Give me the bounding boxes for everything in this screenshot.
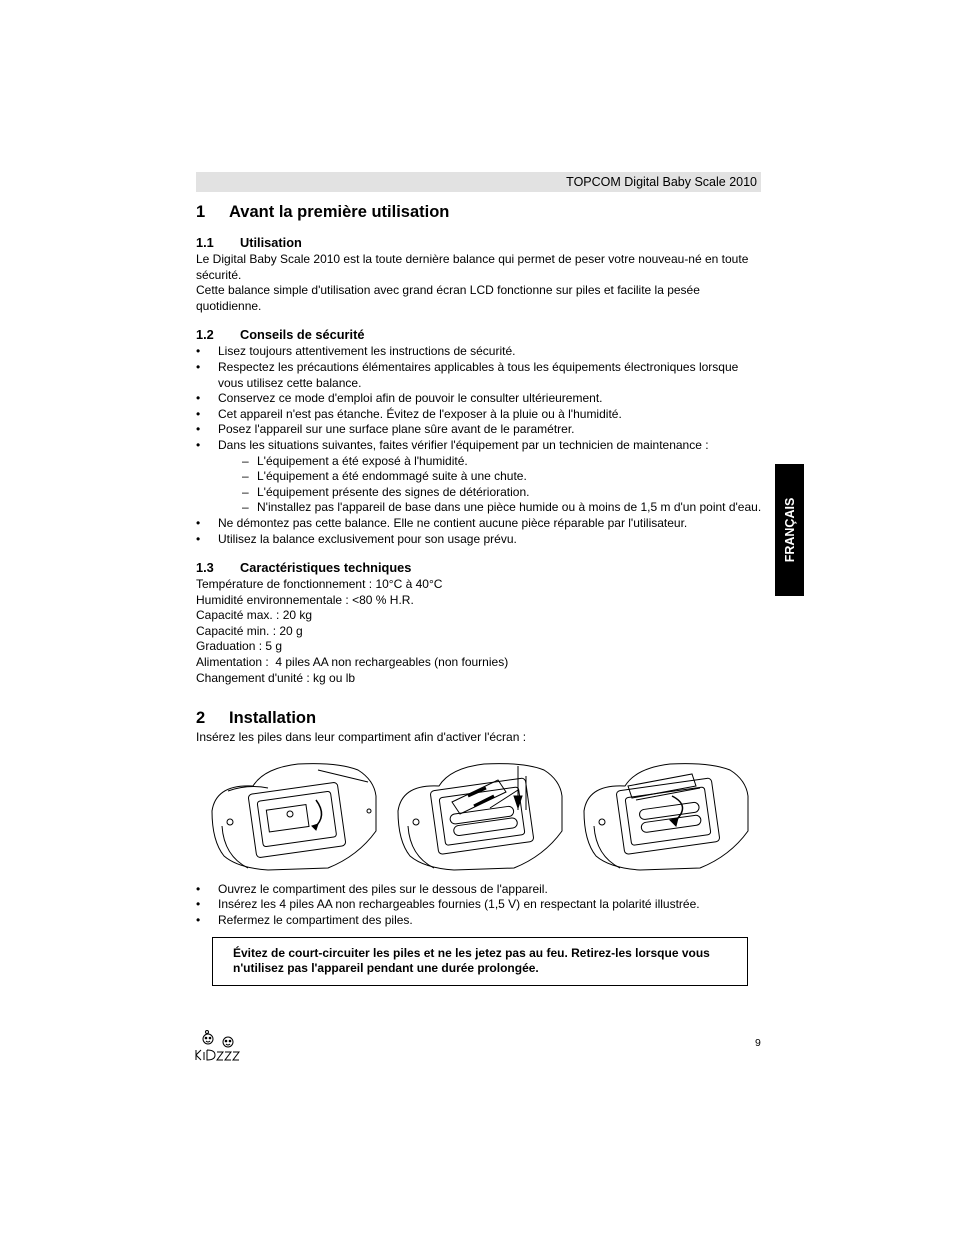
sub-list-item <box>242 469 762 485</box>
spec-line: Capacité max. : 20 kg <box>196 608 313 623</box>
spec-line: Température de fonctionnement : 10°C à 40°C <box>196 577 443 592</box>
sub-list-text: N'installez pas l'appareil de base dans une pièce humide ou à moins de 1,5 m d'un point d'eau. <box>257 500 762 515</box>
installation-steps <box>196 882 762 929</box>
dash-marker: – <box>242 453 249 468</box>
list-item: • Utilisez la balance exclusivement pour son usage prévu. <box>196 532 762 548</box>
page-content <box>196 200 762 986</box>
battery-cover-closing-illustration <box>580 756 750 874</box>
header-title: TOPCOM Digital Baby Scale 2010 <box>566 175 757 189</box>
sub-list-text: L'équipement a été exposé à l'humidité. <box>257 453 468 468</box>
battery-cover-closed-illustration <box>208 756 378 874</box>
list-item: • Insérez les 4 piles AA non rechargeables fournies (1,5 V) en respectant la polarité illustrée. <box>196 897 762 913</box>
dash-marker: – <box>242 469 249 484</box>
section-1-2-title: Conseils de sécurité <box>240 327 365 343</box>
section-2-heading <box>196 706 762 730</box>
section-1-3-number: 1.3 <box>196 560 214 576</box>
spec-line: Alimentation : 4 piles AA non rechargeables (non fournies) <box>196 655 509 670</box>
spec-line: Humidité environnementale : <80 % H.R. <box>196 592 414 607</box>
list-item: • Lisez toujours attentivement les instructions de sécurité. <box>196 344 762 360</box>
section-1-1-number: 1.1 <box>196 235 214 250</box>
sub-list-item <box>242 484 762 501</box>
section-1-2-number: 1.2 <box>196 327 214 343</box>
header-bar <box>196 172 761 192</box>
kidzzz-logo <box>193 1030 247 1064</box>
section-1-3-title: Caractéristiques techniques <box>240 560 412 576</box>
battery-illustrations <box>208 756 762 874</box>
section-1-title: Avant la première utilisation <box>229 203 450 221</box>
list-item <box>196 438 762 516</box>
section-1-1-heading <box>196 234 762 252</box>
list-item: • Ouvrez le compartiment des piles sur le dessous de l'appareil. <box>196 882 762 898</box>
sub-list <box>242 453 762 516</box>
section-2-number: 2 <box>196 709 206 728</box>
dash-marker: – <box>242 500 249 515</box>
battery-insertion-illustration <box>394 756 564 874</box>
dash-marker: – <box>242 484 249 499</box>
paragraph: Cette balance simple d'utilisation avec grand écran LCD fonctionne sur piles et facilite la pesée quotidienne. <box>196 283 700 313</box>
list-item: • Ne démontez pas cette balance. Elle ne contient aucune pièce réparable par l'utilisateur. <box>196 516 762 532</box>
section-1-heading <box>196 200 762 224</box>
section-1-2-heading <box>196 326 762 344</box>
section-1-1-title: Utilisation <box>240 235 302 250</box>
sub-list-item <box>242 500 762 516</box>
sub-list-text: L'équipement présente des signes de détérioration. <box>257 484 530 499</box>
list-item-text: Dans les situations suivantes, faites vérifier l'équipement par un technicien de maintenance : <box>218 437 709 452</box>
list-item: • Refermez le compartiment des piles. <box>196 913 762 929</box>
list-item: • Respectez les précautions élémentaires applicables à tous les équipements électroniques lorsque vous utilisez cette balance. <box>196 360 762 391</box>
spec-line: Graduation : 5 g <box>196 639 283 654</box>
paragraph: Le Digital Baby Scale 2010 est la toute dernière balance qui permet de peser votre nouveau-né en toute sécurité. <box>196 252 749 282</box>
warning-text: Évitez de court-circuiter les piles et ne les jetez pas au feu. Retirez-les lorsque vous n'utilisez pas l'appareil pendant une durée prolongée. <box>233 945 710 976</box>
section-2-title: Installation <box>229 709 317 728</box>
page-number: 9 <box>755 1037 761 1049</box>
language-tab-label: FRANÇAIS <box>782 497 797 563</box>
list-item: • Posez l'appareil sur une surface plane sûre avant de le paramétrer. <box>196 422 762 438</box>
section-1-3-heading <box>196 559 762 577</box>
list-item: • Cet appareil n'est pas étanche. Évitez de l'exposer à la pluie ou à l'humidité. <box>196 407 762 423</box>
warning-box <box>212 937 748 986</box>
sub-list-text: L'équipement a été endommagé suite à une chute. <box>257 469 527 484</box>
list-item: • Conservez ce mode d'emploi afin de pouvoir le consulter ultérieurement. <box>196 391 762 407</box>
language-tab <box>775 464 804 596</box>
section-1-number: 1 <box>196 203 206 221</box>
spec-line: Changement d'unité : kg ou lb <box>196 670 356 685</box>
spec-line: Capacité min. : 20 g <box>196 623 303 638</box>
paragraph: Insérez les piles dans leur compartiment afin d'activer l'écran : <box>196 730 527 745</box>
specifications <box>196 577 762 686</box>
sub-list-item <box>242 453 762 470</box>
safety-list <box>196 344 762 547</box>
